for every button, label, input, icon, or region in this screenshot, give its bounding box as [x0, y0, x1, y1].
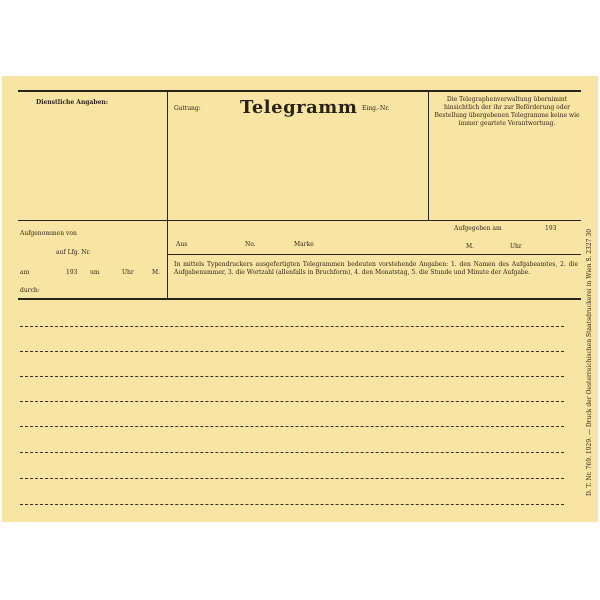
- header-bottom-line: [18, 220, 581, 221]
- writing-line: [20, 452, 564, 453]
- writing-line: [20, 478, 564, 479]
- header-divider-1: [167, 90, 168, 220]
- dienstliche-angaben-label: Dienstliche Angaben:: [36, 99, 108, 106]
- year-left: 193: [66, 269, 78, 276]
- marke-label: Marke: [294, 241, 314, 248]
- m-label-left: M.: [152, 269, 161, 276]
- telegram-form: [2, 76, 598, 522]
- top-border: [18, 90, 581, 92]
- am-label-left: am: [20, 269, 30, 276]
- uhr-label-right: Uhr: [510, 243, 522, 250]
- writing-line: [20, 504, 564, 505]
- telegramm-title: Telegramm: [240, 97, 358, 118]
- aufgegeben-am-label: Aufgegeben am: [454, 225, 502, 232]
- writing-line: [20, 351, 564, 352]
- um-label: um: [90, 269, 100, 276]
- writing-line: [20, 401, 564, 402]
- writing-line: [20, 426, 564, 427]
- durch-label: durch:: [20, 287, 40, 294]
- gattung-label: Gattung:: [174, 105, 201, 112]
- liability-notice: Die Telegraphenverwaltung übernimmt hinsichtlich der ihr zur Beförderung oder Bestellung übergebenen Telegramme keine wie immer geartete Verantwortung.: [434, 96, 580, 127]
- eing-nr-label: Eing.-Nr.: [362, 105, 390, 112]
- side-imprint: D. T. Nr. 769. 1929. — Druck der Oesterreichischen Staatsdruckerei in Wien S. 2327 30: [586, 228, 593, 496]
- year-right: 193: [545, 225, 557, 232]
- m-label-right: M.: [466, 243, 475, 250]
- middle-bottom-line: [18, 298, 581, 300]
- aus-row-line: [167, 254, 581, 255]
- writing-line: [20, 376, 564, 377]
- uhr-label-left: Uhr: [122, 269, 134, 276]
- instructions-text: In mittels Typendruckers ausgefertigten Telegrammen bedeuten vorstehende Angaben: 1. den Namen des Aufgabeamtes, 2. die Aufgabenummer, 3. die Wortzahl (allenfalls in Bruchform), 4. den Monatstag, 5. die Stunde und Minute der Aufgabe.: [174, 261, 578, 276]
- middle-divider: [167, 220, 168, 298]
- writing-line: [20, 326, 564, 327]
- auf-lfg-nr-label: auf Lfg. Nr.: [56, 249, 91, 256]
- header-divider-2: [428, 90, 429, 220]
- no-label: No.: [245, 241, 256, 248]
- aus-label: Aus: [176, 241, 188, 248]
- aufgenommen-von-label: Aufgenommen von: [20, 230, 77, 237]
